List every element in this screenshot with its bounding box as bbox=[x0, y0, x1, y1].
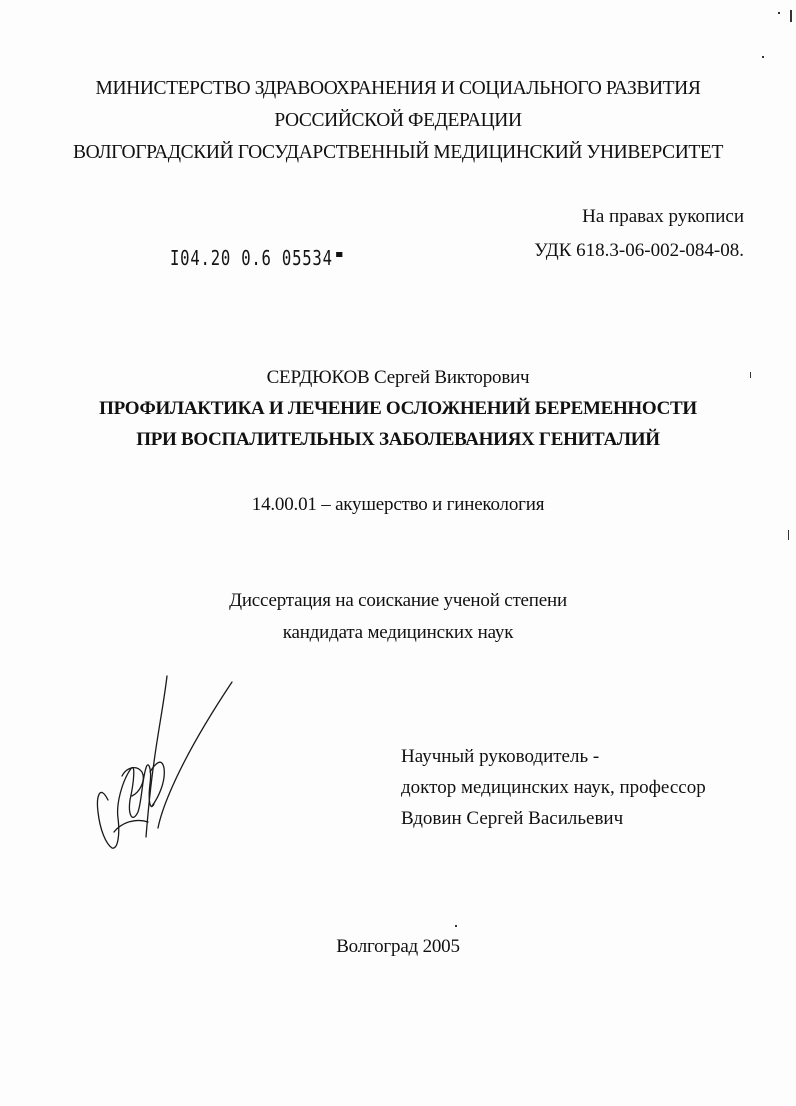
supervisor-label: Научный руководитель - bbox=[401, 746, 600, 767]
udc-code: УДК 618.3-06-002-084-08. bbox=[534, 240, 744, 261]
title-line-2: ПРИ ВОСПАЛИТЕЛЬНЫХ ЗАБОЛЕВАНИЯХ ГЕНИТАЛИЙ bbox=[136, 429, 660, 450]
registration-number-text: I04.20 0.6 05534 bbox=[170, 246, 333, 270]
scan-speck bbox=[778, 12, 780, 14]
scan-speck bbox=[790, 10, 792, 22]
university-name: ВОЛГОГРАДСКИЙ ГОСУДАРСТВЕННЫЙ МЕДИЦИНСКИЙ УНИВЕРСИТЕТ bbox=[73, 142, 723, 163]
specialty-code: 14.00.01 – акушерство и гинекология bbox=[251, 494, 545, 515]
manuscript-rights-note: На правах рукописи bbox=[582, 206, 744, 227]
scan-speck bbox=[750, 372, 751, 378]
supervisor-rank: доктор медицинских наук, профессор bbox=[401, 777, 706, 798]
author-name: СЕРДЮКОВ Сергей Викторович bbox=[266, 367, 530, 388]
scan-speck bbox=[455, 925, 457, 927]
handwritten-signature bbox=[92, 672, 242, 862]
supervisor-name: Вдовин Сергей Васильевич bbox=[401, 808, 624, 829]
degree-line-2: кандидата медицинских наук bbox=[282, 622, 514, 643]
title-line-1: ПРОФИЛАКТИКА И ЛЕЧЕНИЕ ОСЛОЖНЕНИЙ БЕРЕМЕННОСТИ bbox=[99, 398, 697, 419]
ministry-line-2: РОССИЙСКОЙ ФЕДЕРАЦИИ bbox=[274, 110, 522, 131]
registration-number bbox=[170, 246, 342, 270]
city-and-year: Волгоград 2005 bbox=[336, 936, 460, 957]
ministry-line-1: МИНИСТЕРСТВО ЗДРАВООХРАНЕНИЯ И СОЦИАЛЬНОГО РАЗВИТИЯ bbox=[95, 78, 701, 99]
scan-speck bbox=[762, 56, 764, 58]
registration-mark bbox=[336, 252, 342, 257]
scan-speck bbox=[788, 530, 789, 540]
degree-line-1: Диссертация на соискание ученой степени bbox=[229, 590, 567, 611]
